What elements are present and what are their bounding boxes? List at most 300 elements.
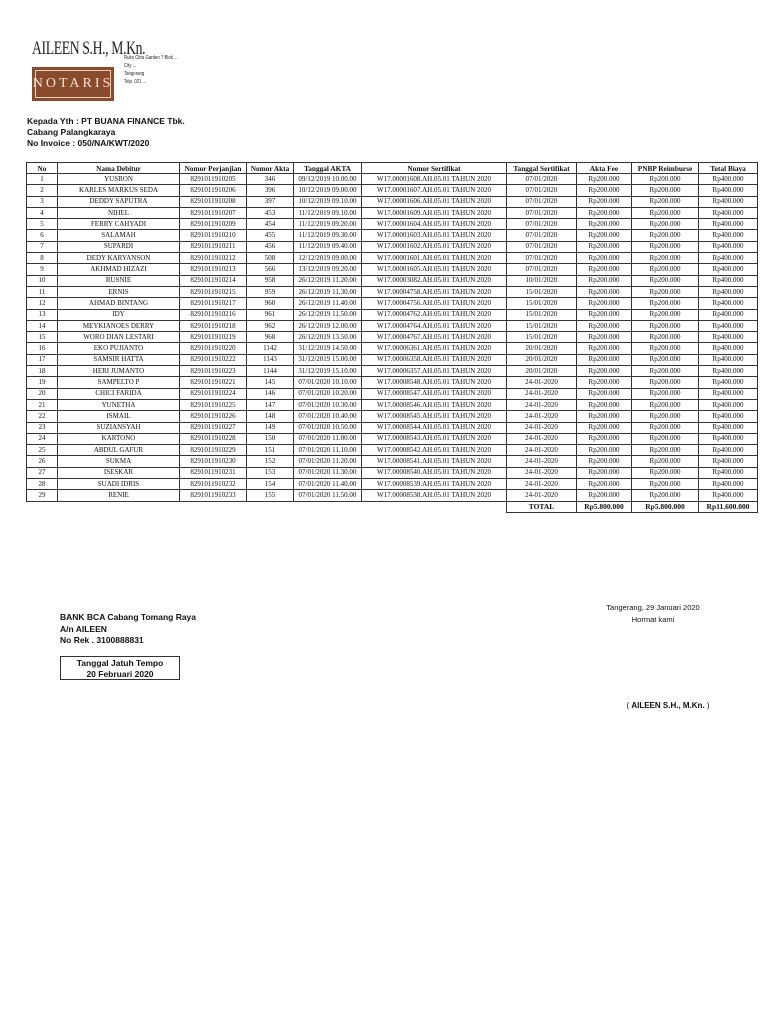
cell-tanggal-akta: 07/01/2020 10.20.00: [294, 388, 362, 399]
cell-perjanjian: 8291011910227: [180, 422, 247, 433]
cell-tanggal-akta: 07/01/2020 10.30.00: [294, 399, 362, 410]
table-row: [27, 230, 758, 241]
cell-sertifikat: W17.00001603.AH.05.01 TAHUN 2020: [362, 230, 507, 241]
table-row: [27, 286, 758, 297]
cell-pnbp: Rp200.000: [632, 366, 699, 377]
total-pnbp: Rp5.800.000: [632, 501, 699, 512]
table-row: [27, 366, 758, 377]
cell-tanggal-sertifikat: 15/01/2020: [507, 332, 577, 343]
cell-tanggal-sertifikat: 20/01/2020: [507, 343, 577, 354]
cell-tanggal-sertifikat: 24-01-2020: [507, 388, 577, 399]
cell-total: Rp400.000: [699, 343, 758, 354]
cell-akta: 146: [247, 388, 294, 399]
cell-debitur: KARTONO: [58, 433, 180, 444]
cell-no: 27: [27, 467, 58, 478]
signatory: [608, 701, 728, 710]
cell-debitur: ABDUL GAFUR: [58, 445, 180, 456]
cell-tanggal-akta: 26/12/2019 11.20.00: [294, 275, 362, 286]
cell-tanggal-sertifikat: 24-01-2020: [507, 422, 577, 433]
cell-perjanjian: 8291011910224: [180, 388, 247, 399]
cell-debitur: KARLES MARKUS SEDA: [58, 185, 180, 196]
due-date-value: 20 Februari 2020: [86, 668, 154, 679]
cell-pnbp: Rp200.000: [632, 264, 699, 275]
cell-total: Rp400.000: [699, 241, 758, 252]
cell-no: 21: [27, 399, 58, 410]
cell-tanggal-akta: 07/01/2020 10.10.00: [294, 377, 362, 388]
table-header-row: [27, 163, 758, 174]
cell-pnbp: Rp200.000: [632, 377, 699, 388]
cell-tanggal-akta: 07/01/2020 11.50.00: [294, 490, 362, 501]
cell-pnbp: Rp200.000: [632, 275, 699, 286]
table-row: [27, 377, 758, 388]
col-header-tanggal-akta: Tanggal AKTA: [294, 163, 362, 174]
cell-perjanjian: 8291011910231: [180, 467, 247, 478]
cell-sertifikat: W17.00001605.AH.05.01 TAHUN 2020: [362, 264, 507, 275]
cell-perjanjian: 8291011910208: [180, 196, 247, 207]
table-row: [27, 332, 758, 343]
cell-sertifikat: W17.00008538.AH.05.01 TAHUN 2020: [362, 490, 507, 501]
cell-akta-fee: Rp200.000: [577, 264, 632, 275]
place-date: Tangerang, 29 Januari 2020: [606, 603, 700, 612]
cell-tanggal-akta: 11/12/2019 09.30.00: [294, 230, 362, 241]
cell-debitur: ISESKAR: [58, 467, 180, 478]
cell-tanggal-akta: 07/01/2020 11.10.00: [294, 445, 362, 456]
cell-tanggal-sertifikat: 15/01/2020: [507, 309, 577, 320]
due-date-box: [60, 656, 180, 680]
cell-tanggal-sertifikat: 24-01-2020: [507, 479, 577, 490]
cell-no: 28: [27, 479, 58, 490]
cell-total: Rp400.000: [699, 467, 758, 478]
cell-tanggal-sertifikat: 07/01/2020: [507, 241, 577, 252]
cell-tanggal-sertifikat: 24-01-2020: [507, 490, 577, 501]
cell-tanggal-akta: 07/01/2020 11.40.00: [294, 479, 362, 490]
cell-tanggal-akta: 26/12/2019 12.00.00: [294, 320, 362, 331]
cell-total: Rp400.000: [699, 230, 758, 241]
cell-total: Rp400.000: [699, 332, 758, 343]
cell-total: Rp400.000: [699, 366, 758, 377]
cell-akta-fee: Rp200.000: [577, 309, 632, 320]
cell-tanggal-akta: 11/12/2019 09.40.00: [294, 241, 362, 252]
cell-akta: 154: [247, 479, 294, 490]
place-date-block: [588, 602, 718, 626]
cell-akta-fee: Rp200.000: [577, 377, 632, 388]
cell-perjanjian: 8291011910210: [180, 230, 247, 241]
cell-pnbp: Rp200.000: [632, 185, 699, 196]
cell-sertifikat: W17.00008541.AH.05.01 TAHUN 2020: [362, 456, 507, 467]
letterhead-address: [124, 54, 188, 86]
cell-perjanjian: 8291011910220: [180, 343, 247, 354]
cell-total: Rp400.000: [699, 174, 758, 185]
cell-sertifikat: W17.00004764.AH.05.01 TAHUN 2020: [362, 320, 507, 331]
cell-perjanjian: 8291011910211: [180, 241, 247, 252]
cell-akta-fee: Rp200.000: [577, 411, 632, 422]
cell-akta-fee: Rp200.000: [577, 298, 632, 309]
cell-tanggal-sertifikat: 24-01-2020: [507, 411, 577, 422]
cell-pnbp: Rp200.000: [632, 422, 699, 433]
cell-akta-fee: Rp200.000: [577, 366, 632, 377]
cell-tanggal-sertifikat: 07/01/2020: [507, 185, 577, 196]
cell-perjanjian: 8291011910215: [180, 286, 247, 297]
cell-akta-fee: Rp200.000: [577, 275, 632, 286]
cell-akta-fee: Rp200.000: [577, 207, 632, 218]
cell-debitur: ERNIS: [58, 286, 180, 297]
table-row: [27, 309, 758, 320]
table-row: [27, 320, 758, 331]
cell-debitur: SUADI IDRIS: [58, 479, 180, 490]
cell-tanggal-akta: 11/12/2019 09.20.00: [294, 219, 362, 230]
cell-pnbp: Rp200.000: [632, 298, 699, 309]
cell-perjanjian: 8291011910222: [180, 354, 247, 365]
cell-sertifikat: W17.00008546.AH.05.01 TAHUN 2020: [362, 399, 507, 410]
cell-pnbp: Rp200.000: [632, 456, 699, 467]
table-row: [27, 467, 758, 478]
cell-akta-fee: Rp200.000: [577, 467, 632, 478]
cell-no: 17: [27, 354, 58, 365]
cell-akta: 960: [247, 298, 294, 309]
cell-tanggal-akta: 09/12/2019 10.00.00: [294, 174, 362, 185]
cell-perjanjian: 8291011910213: [180, 264, 247, 275]
addressee-branch: Cabang Palangkaraya: [27, 127, 116, 137]
table-row: [27, 445, 758, 456]
cell-debitur: FERRY CAHYADI: [58, 219, 180, 230]
notaris-label: NOTARIS: [32, 76, 114, 91]
cell-pnbp: Rp200.000: [632, 467, 699, 478]
cell-tanggal-akta: 11/12/2019 09.10.00: [294, 207, 362, 218]
cell-akta: 453: [247, 207, 294, 218]
cell-sertifikat: W17.00004762.AH.05.01 TAHUN 2020: [362, 309, 507, 320]
cell-sertifikat: W17.00001604.AH.05.01 TAHUN 2020: [362, 219, 507, 230]
cell-akta-fee: Rp200.000: [577, 196, 632, 207]
cell-perjanjian: 8291011910226: [180, 411, 247, 422]
table-row: [27, 196, 758, 207]
cell-tanggal-akta: 26/12/2019 11.40.00: [294, 298, 362, 309]
cell-no: 22: [27, 411, 58, 422]
table-row: [27, 456, 758, 467]
table-row: [27, 411, 758, 422]
cell-sertifikat: W17.00008547.AH.05.01 TAHUN 2020: [362, 388, 507, 399]
cell-akta: 397: [247, 196, 294, 207]
table-row: [27, 399, 758, 410]
cell-sertifikat: W17.00008544.AH.05.01 TAHUN 2020: [362, 422, 507, 433]
cell-perjanjian: 8291011910212: [180, 253, 247, 264]
cell-tanggal-sertifikat: 24-01-2020: [507, 433, 577, 444]
cell-no: 13: [27, 309, 58, 320]
cell-perjanjian: 8291011910214: [180, 275, 247, 286]
cell-no: 29: [27, 490, 58, 501]
table-body: [27, 174, 758, 502]
cell-debitur: SAMPELTO P: [58, 377, 180, 388]
cell-akta-fee: Rp200.000: [577, 241, 632, 252]
cell-debitur: RUSNIE: [58, 275, 180, 286]
cell-perjanjian: 8291011910217: [180, 298, 247, 309]
cell-perjanjian: 8291011910221: [180, 377, 247, 388]
cell-total: Rp400.000: [699, 388, 758, 399]
cell-pnbp: Rp200.000: [632, 309, 699, 320]
cell-tanggal-akta: 07/01/2020 10.50.00: [294, 422, 362, 433]
cell-tanggal-sertifikat: 15/01/2020: [507, 320, 577, 331]
cell-no: 20: [27, 388, 58, 399]
cell-tanggal-akta: 13/12/2019 09.20.00: [294, 264, 362, 275]
cell-debitur: HERI JUMANTO: [58, 366, 180, 377]
cell-total: Rp400.000: [699, 377, 758, 388]
cell-no: 8: [27, 253, 58, 264]
cell-akta: 456: [247, 241, 294, 252]
cell-no: 14: [27, 320, 58, 331]
cell-total: Rp400.000: [699, 185, 758, 196]
cell-no: 19: [27, 377, 58, 388]
cell-total: Rp400.000: [699, 219, 758, 230]
due-date-label: Tanggal Jatuh Tempo: [76, 658, 164, 668]
cell-no: 24: [27, 433, 58, 444]
cell-akta: 145: [247, 377, 294, 388]
cell-akta-fee: Rp200.000: [577, 456, 632, 467]
cell-akta-fee: Rp200.000: [577, 185, 632, 196]
table-row: [27, 219, 758, 230]
cell-perjanjian: 8291011910228: [180, 433, 247, 444]
cell-no: 25: [27, 445, 58, 456]
cell-tanggal-akta: 07/01/2020 11.20.00: [294, 456, 362, 467]
cell-total: Rp400.000: [699, 275, 758, 286]
cell-tanggal-sertifikat: 24-01-2020: [507, 377, 577, 388]
cell-tanggal-sertifikat: 24-01-2020: [507, 399, 577, 410]
cell-sertifikat: W17.00003082.AH.05.01 TAHUN 2020: [362, 275, 507, 286]
bank-account-name: A/n AILEEN: [60, 623, 107, 634]
cell-pnbp: Rp200.000: [632, 286, 699, 297]
cell-perjanjian: 8291011910205: [180, 174, 247, 185]
invoice-table: [26, 162, 758, 513]
cell-tanggal-sertifikat: 07/01/2020: [507, 174, 577, 185]
cell-tanggal-sertifikat: 10/01/2020: [507, 275, 577, 286]
cell-tanggal-akta: 31/12/2019 14.50.00: [294, 343, 362, 354]
table-row: [27, 185, 758, 196]
table-row: [27, 241, 758, 252]
cell-total: Rp400.000: [699, 196, 758, 207]
cell-akta: 396: [247, 185, 294, 196]
cell-akta: 147: [247, 399, 294, 410]
cell-perjanjian: 8291011910216: [180, 309, 247, 320]
cell-perjanjian: 8291011910209: [180, 219, 247, 230]
cell-pnbp: Rp200.000: [632, 230, 699, 241]
notary-name-logo: AILEEN S.H., M.Kn.: [32, 38, 146, 59]
cell-perjanjian: 8291011910232: [180, 479, 247, 490]
cell-pnbp: Rp200.000: [632, 196, 699, 207]
cell-akta-fee: Rp200.000: [577, 354, 632, 365]
table-row: [27, 264, 758, 275]
table-row: [27, 207, 758, 218]
cell-akta-fee: Rp200.000: [577, 399, 632, 410]
cell-akta: 1144: [247, 366, 294, 377]
cell-sertifikat: W17.00004758.AH.05.01 TAHUN 2020: [362, 286, 507, 297]
table-row: [27, 253, 758, 264]
cell-akta-fee: Rp200.000: [577, 479, 632, 490]
cell-tanggal-akta: 07/01/2020 10.40.00: [294, 411, 362, 422]
cell-debitur: RENIE: [58, 490, 180, 501]
cell-akta-fee: Rp200.000: [577, 445, 632, 456]
cell-pnbp: Rp200.000: [632, 388, 699, 399]
cell-total: Rp400.000: [699, 422, 758, 433]
cell-perjanjian: 8291011910223: [180, 366, 247, 377]
cell-akta: 152: [247, 456, 294, 467]
addressee-to: Kepada Yth : PT BUANA FINANCE Tbk.: [27, 116, 185, 126]
cell-sertifikat: W17.00006357.AH.05.01 TAHUN 2020: [362, 366, 507, 377]
cell-sertifikat: W17.00006361.AH.05.01 TAHUN 2020: [362, 343, 507, 354]
col-header-akta-fee: Akta Fee: [577, 163, 632, 174]
cell-akta-fee: Rp200.000: [577, 219, 632, 230]
cell-tanggal-akta: 10/12/2019 09.10.00: [294, 196, 362, 207]
cell-akta-fee: Rp200.000: [577, 286, 632, 297]
cell-tanggal-sertifikat: 07/01/2020: [507, 219, 577, 230]
cell-no: 10: [27, 275, 58, 286]
cell-total: Rp400.000: [699, 399, 758, 410]
cell-akta: 148: [247, 411, 294, 422]
cell-total: Rp400.000: [699, 479, 758, 490]
cell-no: 6: [27, 230, 58, 241]
cell-tanggal-akta: 12/12/2019 09.00.00: [294, 253, 362, 264]
cell-debitur: SALAMAH: [58, 230, 180, 241]
table-row: [27, 174, 758, 185]
cell-pnbp: Rp200.000: [632, 219, 699, 230]
cell-pnbp: Rp200.000: [632, 445, 699, 456]
cell-tanggal-akta: 26/12/2019 11.30.00: [294, 286, 362, 297]
cell-tanggal-sertifikat: 24-01-2020: [507, 456, 577, 467]
cell-pnbp: Rp200.000: [632, 399, 699, 410]
cell-debitur: NIHEL: [58, 207, 180, 218]
cell-sertifikat: W17.00001601.AH.05.01 TAHUN 2020: [362, 253, 507, 264]
cell-total: Rp400.000: [699, 320, 758, 331]
total-label: TOTAL: [507, 501, 577, 512]
table-row: [27, 479, 758, 490]
cell-debitur: SAMSIR HATTA: [58, 354, 180, 365]
cell-debitur: CHICI FARIDA: [58, 388, 180, 399]
cell-akta-fee: Rp200.000: [577, 343, 632, 354]
cell-akta: 961: [247, 309, 294, 320]
cell-akta: 455: [247, 230, 294, 241]
cell-sertifikat: W17.00008539.AH.05.01 TAHUN 2020: [362, 479, 507, 490]
total-row: [27, 501, 758, 512]
cell-no: 15: [27, 332, 58, 343]
cell-no: 11: [27, 286, 58, 297]
cell-debitur: YUSRON: [58, 174, 180, 185]
col-header-total: Total Biaya: [699, 163, 758, 174]
cell-akta: 153: [247, 467, 294, 478]
cell-tanggal-sertifikat: 20/01/2020: [507, 366, 577, 377]
cell-no: 5: [27, 219, 58, 230]
cell-tanggal-akta: 07/01/2020 11.30.00: [294, 467, 362, 478]
address-line: City ...: [124, 63, 137, 69]
cell-akta-fee: Rp200.000: [577, 230, 632, 241]
cell-akta: 968: [247, 332, 294, 343]
cell-akta: 1143: [247, 354, 294, 365]
cell-akta-fee: Rp200.000: [577, 253, 632, 264]
cell-akta: 962: [247, 320, 294, 331]
cell-akta-fee: Rp200.000: [577, 490, 632, 501]
cell-sertifikat: W17.00008543.AH.05.01 TAHUN 2020: [362, 433, 507, 444]
cell-no: 4: [27, 207, 58, 218]
cell-pnbp: Rp200.000: [632, 411, 699, 422]
cell-total: Rp400.000: [699, 207, 758, 218]
bank-account-number: No Rek . 3100888831: [60, 635, 144, 645]
cell-no: 7: [27, 241, 58, 252]
cell-tanggal-akta: 26/12/2019 13.50.00: [294, 332, 362, 343]
cell-pnbp: Rp200.000: [632, 320, 699, 331]
cell-debitur: IDY: [58, 309, 180, 320]
notaris-logo: [32, 67, 114, 101]
cell-debitur: DEDDY SAPUTRA: [58, 196, 180, 207]
cell-debitur: YUNETHA: [58, 399, 180, 410]
cell-total: Rp400.000: [699, 253, 758, 264]
address-line: Telp. 021 ...: [124, 79, 147, 85]
cell-akta: 151: [247, 445, 294, 456]
cell-sertifikat: W17.00008542.AH.05.01 TAHUN 2020: [362, 445, 507, 456]
cell-akta: 155: [247, 490, 294, 501]
cell-akta-fee: Rp200.000: [577, 320, 632, 331]
table-row: [27, 275, 758, 286]
cell-no: 2: [27, 185, 58, 196]
signatory-name: AILEEN S.H., M.Kn.: [631, 701, 705, 710]
col-header-tanggal-sertifikat: Tanggal Sertifikat: [507, 163, 577, 174]
bank-name: BANK BCA Cabang Tomang Raya: [60, 612, 197, 622]
cell-total: Rp400.000: [699, 298, 758, 309]
cell-debitur: AKHMAD HIZAZI: [58, 264, 180, 275]
cell-debitur: DEDY KARYANSON: [58, 253, 180, 264]
cell-pnbp: Rp200.000: [632, 343, 699, 354]
cell-total: Rp400.000: [699, 411, 758, 422]
cell-sertifikat: W17.00006358.AH.05.01 TAHUN 2020: [362, 354, 507, 365]
cell-tanggal-akta: 10/12/2019 09.00.00: [294, 185, 362, 196]
table-row: [27, 343, 758, 354]
cell-perjanjian: 8291011910219: [180, 332, 247, 343]
cell-akta: 566: [247, 264, 294, 275]
cell-perjanjian: 8291011910233: [180, 490, 247, 501]
cell-akta-fee: Rp200.000: [577, 388, 632, 399]
col-header-perjanjian: Nomor Perjanjian: [180, 163, 247, 174]
letterhead: [28, 36, 208, 106]
cell-tanggal-akta: 31/12/2019 15.10.00: [294, 366, 362, 377]
cell-sertifikat: W17.00008540.AH.05.01 TAHUN 2020: [362, 467, 507, 478]
cell-akta: 959: [247, 286, 294, 297]
cell-pnbp: Rp200.000: [632, 490, 699, 501]
col-header-akta: Nomor Akta: [247, 163, 294, 174]
address-line: Ruko Citra Garden 7 Blok ...: [124, 55, 178, 61]
cell-sertifikat: W17.00001609.AH.05.01 TAHUN 2020: [362, 207, 507, 218]
cell-pnbp: Rp200.000: [632, 479, 699, 490]
cell-debitur: AHMAD BINTANG: [58, 298, 180, 309]
table-row: [27, 354, 758, 365]
cell-akta: 346: [247, 174, 294, 185]
cell-debitur: SUKMA: [58, 456, 180, 467]
closing: Hormat kami: [631, 615, 675, 624]
cell-akta: 454: [247, 219, 294, 230]
cell-no: 12: [27, 298, 58, 309]
cell-total: Rp400.000: [699, 433, 758, 444]
cell-total: Rp400.000: [699, 354, 758, 365]
cell-debitur: SUPARDI: [58, 241, 180, 252]
cell-tanggal-sertifikat: 07/01/2020: [507, 253, 577, 264]
cell-pnbp: Rp200.000: [632, 207, 699, 218]
cell-no: 26: [27, 456, 58, 467]
cell-perjanjian: 8291011910207: [180, 207, 247, 218]
cell-perjanjian: 8291011910218: [180, 320, 247, 331]
cell-debitur: MEYKIANOES DERRY: [58, 320, 180, 331]
cell-akta-fee: Rp200.000: [577, 433, 632, 444]
cell-debitur: ISMAIL: [58, 411, 180, 422]
cell-no: 18: [27, 366, 58, 377]
cell-pnbp: Rp200.000: [632, 241, 699, 252]
cell-akta: 508: [247, 253, 294, 264]
cell-sertifikat: W17.00008545.AH.05.01 TAHUN 2020: [362, 411, 507, 422]
cell-akta-fee: Rp200.000: [577, 332, 632, 343]
invoice-number: No Invoice : 050/NA/KWT/2020: [27, 138, 150, 148]
